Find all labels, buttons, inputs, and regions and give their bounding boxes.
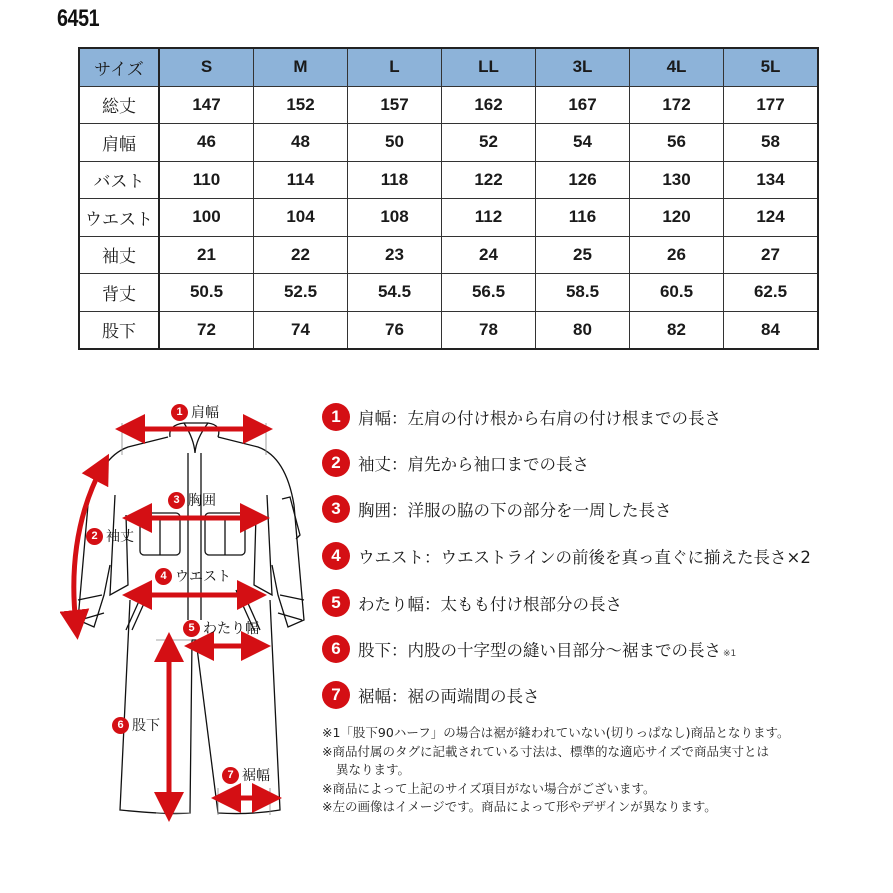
cell: 27 [724,236,819,274]
cell: 25 [536,236,630,274]
cell: 177 [724,86,819,124]
diagram-label-6 [112,715,160,735]
cell: 134 [724,161,819,199]
number-badge: 6 [322,635,350,663]
number-badge: 3 [322,495,350,523]
cell: 54 [536,124,630,162]
size-col-header: M [254,48,348,86]
diagram-label-text: わたり幅 [203,621,259,637]
number-badge: 5 [183,620,200,637]
diagram-label-text: 股下 [132,718,160,734]
cell: 62.5 [724,274,819,312]
cell: 130 [630,161,724,199]
legend-desc: ：肩先から袖口までの長さ [391,455,589,474]
number-badge: 4 [322,542,350,570]
number-badge: 6 [112,717,129,734]
number-badge: 1 [171,404,188,421]
legend-item [322,495,672,523]
cell: 147 [159,86,254,124]
number-badge: 1 [322,403,350,431]
footnotes [322,724,862,817]
legend-item [322,681,540,709]
cell: 52 [442,124,536,162]
legend-term: わたり幅 [358,595,424,614]
table-row [79,236,818,274]
cell: 162 [442,86,536,124]
cell: 56.5 [442,274,536,312]
cell: 157 [348,86,442,124]
cell: 126 [536,161,630,199]
cell: 46 [159,124,254,162]
size-col-header: S [159,48,254,86]
size-col-header: L [348,48,442,86]
footnote-continuation: 異なります。 [336,762,411,777]
legend-desc: ：裾の両端間の長さ [391,687,540,706]
legend-term: 袖丈 [358,455,391,474]
cell: 118 [348,161,442,199]
diagram-label-7 [222,765,270,785]
size-table [78,47,819,350]
number-badge: 2 [86,528,103,545]
legend-desc: ：洋服の脇の下の部分を一周した長さ [391,501,672,520]
cell: 72 [159,311,254,349]
coverall-diagram [60,395,320,835]
legend-item [322,449,589,477]
footnote: ※1「股下90ハーフ」の場合は裾が縫われていない(切りっぱなし)商品となります。 [322,725,790,740]
coverall-illustration-icon [60,395,320,835]
cell: 84 [724,311,819,349]
cell: 56 [630,124,724,162]
number-badge: 3 [168,492,185,509]
number-badge: 4 [155,568,172,585]
size-header-row [79,48,818,86]
number-badge: 7 [222,767,239,784]
row-label: 袖丈 [79,236,159,274]
cell: 78 [442,311,536,349]
row-label: 背丈 [79,274,159,312]
cell: 50 [348,124,442,162]
cell: 152 [254,86,348,124]
number-badge: 7 [322,681,350,709]
row-label: 総丈 [79,86,159,124]
size-col-header: 4L [630,48,724,86]
cell: 114 [254,161,348,199]
legend-term: 胸囲 [358,501,391,520]
legend-term: 裾幅 [358,687,391,706]
legend-term: 股下 [358,641,391,660]
legend-item [322,589,622,617]
footnote: ※左の画像はイメージです。商品によって形やデザインが異なります。 [322,799,717,814]
cell: 50.5 [159,274,254,312]
cell: 167 [536,86,630,124]
row-label: 股下 [79,311,159,349]
legend-item [322,635,736,663]
diagram-label-text: ウエスト [175,569,231,585]
legend-desc: ：ウエストラインの前後を真っ直ぐに揃えた長さ×2 [424,548,811,567]
cell: 124 [724,199,819,237]
row-label: ウエスト [79,199,159,237]
size-header-label: サイズ [79,48,159,86]
footnote: ※商品付属のタグに記載されている寸法は、標準的な適応サイズで商品実寸とは [322,743,769,759]
cell: 48 [254,124,348,162]
model-number: 6451 [57,5,100,32]
legend-desc: ：左肩の付け根から右肩の付け根までの長さ [391,409,721,428]
legend-term: 肩幅 [358,409,391,428]
cell: 104 [254,199,348,237]
cell: 110 [159,161,254,199]
cell: 76 [348,311,442,349]
cell: 52.5 [254,274,348,312]
cell: 74 [254,311,348,349]
table-row [79,311,818,349]
cell: 60.5 [630,274,724,312]
footnote-mark: ※1 [723,649,737,659]
diagram-label-1 [171,402,219,422]
diagram-label-2 [86,526,134,546]
size-col-header: 5L [724,48,819,86]
row-label: バスト [79,161,159,199]
cell: 23 [348,236,442,274]
table-row [79,199,818,237]
table-row [79,161,818,199]
cell: 122 [442,161,536,199]
cell: 120 [630,199,724,237]
legend-item [322,403,721,431]
legend-desc: ：太もも付け根部分の長さ [424,595,622,614]
diagram-label-text: 肩幅 [191,405,219,421]
diagram-label-text: 袖丈 [106,529,134,545]
size-col-header: 3L [536,48,630,86]
cell: 116 [536,199,630,237]
diagram-label-text: 胸囲 [188,493,216,509]
table-row [79,124,818,162]
footnote: ※商品によって上記のサイズ項目がない場合がございます。 [322,780,656,796]
cell: 22 [254,236,348,274]
number-badge: 2 [322,449,350,477]
table-row [79,86,818,124]
size-col-header: LL [442,48,536,86]
diagram-label-text: 裾幅 [242,768,270,784]
table-row [79,274,818,312]
diagram-label-4 [155,566,231,586]
cell: 58 [724,124,819,162]
cell: 26 [630,236,724,274]
diagram-label-5 [183,618,259,638]
diagram-label-3 [168,490,216,510]
cell: 24 [442,236,536,274]
number-badge: 5 [322,589,350,617]
cell: 21 [159,236,254,274]
legend-term: ウエスト [358,548,424,567]
cell: 80 [536,311,630,349]
cell: 172 [630,86,724,124]
row-label: 肩幅 [79,124,159,162]
cell: 58.5 [536,274,630,312]
cell: 82 [630,311,724,349]
legend-item [322,542,811,570]
cell: 100 [159,199,254,237]
legend-desc: ：内股の十字型の縫い目部分～裾までの長さ [391,641,721,660]
cell: 108 [348,199,442,237]
cell: 112 [442,199,536,237]
cell: 54.5 [348,274,442,312]
